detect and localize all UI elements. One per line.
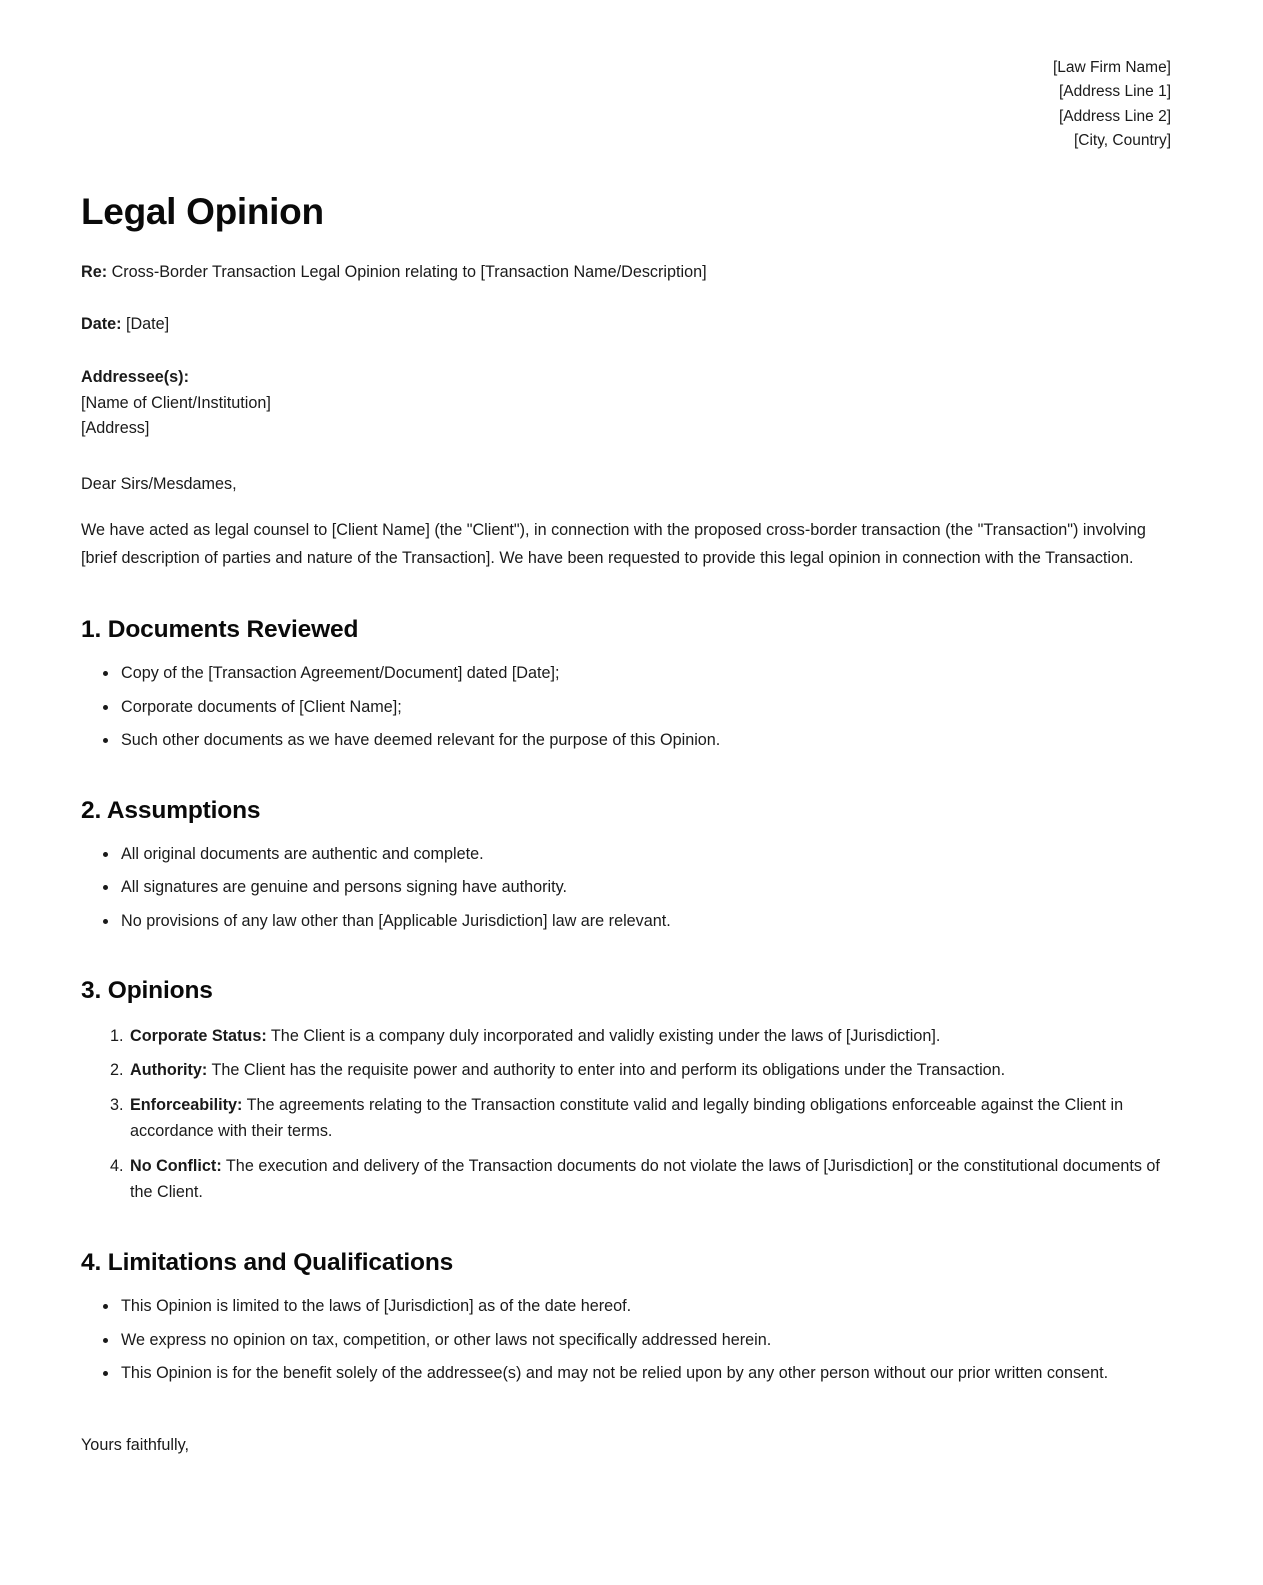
addressee-block	[81, 365, 1171, 442]
list-item	[119, 728, 1171, 754]
list-item-text: All signatures are genuine and persons signing have authority.	[121, 878, 568, 897]
document-content	[81, 0, 1171, 1474]
salutation: Dear Sirs/Mesdames,	[81, 474, 237, 493]
closing-line: Yours faithfully,	[81, 1435, 189, 1454]
date-line	[81, 312, 1171, 337]
list-item-text: The Client is a company duly incorporated and validly existing under the laws of [Jurisdiction].	[266, 1026, 941, 1045]
re-label: Re:	[81, 263, 108, 282]
letterhead-line-city-country: [City, Country]	[1073, 132, 1171, 150]
list-item-text: The agreements relating to the Transaction constitute valid and legally binding obligations enforceable against the Client in accordance with their terms.	[130, 1095, 1124, 1141]
bullet-list	[81, 661, 1171, 754]
list-item	[119, 1294, 1171, 1320]
bullet-list	[81, 842, 1171, 935]
list-item	[119, 842, 1171, 868]
letterhead-line-firm: [Law Firm Name]	[1053, 59, 1171, 76]
list-item-text: This Opinion is for the benefit solely of the addressee(s) and may not be relied upon by any other person without our prior written consent.	[121, 1364, 1109, 1383]
list-item	[119, 875, 1171, 901]
list-item	[128, 1023, 1171, 1050]
list-item	[119, 1328, 1171, 1354]
list-item	[119, 1361, 1171, 1387]
intro-paragraph: We have acted as legal counsel to [Client Name] (the "Client"), in connection with the proposed cross-border transaction (the "Transaction") involving [brief description of parties and nature of the Transaction]. We have been requested to provide this legal opinion in connection with the Transaction.	[81, 520, 1146, 568]
list-item-lead: Authority:	[130, 1061, 208, 1080]
list-item-text: This Opinion is limited to the laws of [Jurisdiction] as of the date hereof.	[121, 1297, 632, 1316]
addressee-label: Addressee(s):	[81, 368, 189, 387]
sections-container	[81, 615, 1171, 1387]
addressee-line-name: [Name of Client/Institution]	[81, 393, 271, 412]
list-item	[128, 1092, 1171, 1145]
date-label: Date:	[81, 315, 122, 334]
page-title: Legal Opinion	[81, 190, 324, 232]
list-item-text: The Client has the requisite power and authority to enter into and perform its obligations under the Transaction.	[207, 1061, 1006, 1080]
addressee-line-address: [Address]	[81, 419, 150, 438]
list-item-lead: No Conflict:	[130, 1156, 222, 1175]
list-item	[119, 661, 1171, 687]
letterhead-line-address-1: [Address Line 1]	[1058, 83, 1171, 101]
list-item-lead: Corporate Status:	[130, 1026, 267, 1045]
list-item	[128, 1057, 1171, 1084]
list-item-text: We express no opinion on tax, competition, or other laws not specifically addressed herein.	[121, 1330, 772, 1349]
list-item-text: Corporate documents of [Client Name];	[121, 697, 402, 716]
list-item-text: No provisions of any law other than [Applicable Jurisdiction] law are relevant.	[121, 911, 671, 930]
list-item-text: Copy of the [Transaction Agreement/Document] dated [Date];	[121, 664, 560, 683]
list-item-lead: Enforceability:	[130, 1095, 243, 1114]
list-item	[119, 695, 1171, 721]
list-item-text: Such other documents as we have deemed relevant for the purpose of this Opinion.	[121, 731, 721, 750]
section-heading: 2. Assumptions	[81, 796, 261, 824]
letterhead-line-address-2: [Address Line 2]	[1058, 107, 1171, 125]
date-value: [Date]	[121, 315, 170, 334]
bullet-list	[81, 1294, 1171, 1387]
section-heading: 4. Limitations and Qualifications	[81, 1248, 454, 1276]
list-item	[119, 909, 1171, 935]
re-line	[81, 260, 1171, 285]
section-heading: 3. Opinions	[81, 977, 213, 1005]
ordered-list	[81, 1023, 1171, 1206]
re-value: Cross-Border Transaction Legal Opinion relating to [Transaction Name/Description]	[107, 263, 707, 282]
letterhead-block	[81, 56, 1171, 154]
list-item-text: The execution and delivery of the Transaction documents do not violate the laws of [Jurisdiction] or the constitutional documents of the Client.	[130, 1156, 1160, 1202]
list-item-text: All original documents are authentic and complete.	[121, 844, 484, 863]
list-item	[128, 1153, 1171, 1206]
section-heading: 1. Documents Reviewed	[81, 615, 359, 643]
